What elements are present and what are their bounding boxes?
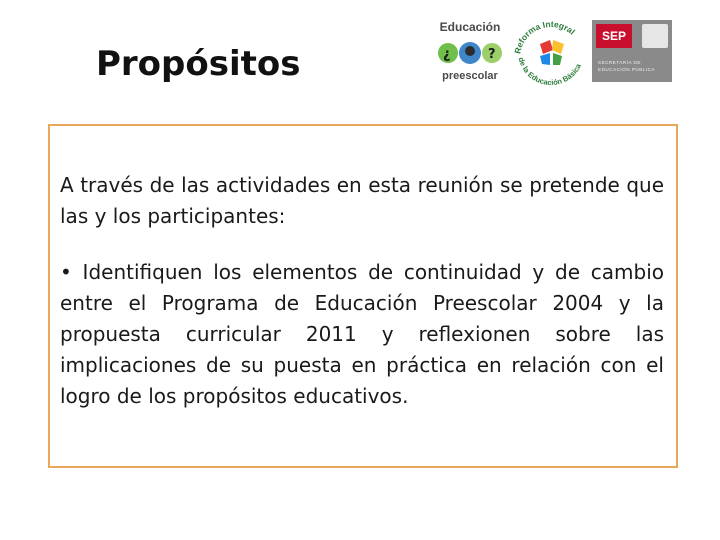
content-box (48, 124, 678, 468)
logo-arc-text-2: de la Educación Básica (516, 56, 583, 88)
logo-bubble-right: ? (488, 47, 496, 62)
national-seal-icon (642, 24, 668, 48)
logo-text-educacion: Educación (439, 20, 501, 34)
intro-paragraph: A través de las actividades en esta reunión se pretende que las y los participantes: (60, 173, 664, 228)
reforma-integral-logo (512, 18, 590, 90)
children-icon (436, 35, 504, 71)
sep-abbr: SEP (596, 24, 632, 48)
sep-logo (592, 20, 672, 82)
logo-text-preescolar: preescolar (442, 70, 498, 82)
sep-line-2: EDUCACIÓN PÚBLICA (598, 67, 655, 72)
educacion-preescolar-logo (432, 20, 508, 86)
logo-arc-text: Reforma Integral (512, 18, 578, 55)
logo-bubble-left: ¿ (443, 47, 451, 62)
slide-title: Propósitos (96, 44, 301, 84)
bullet-paragraph: • Identifiquen los elementos de continuidad y de cambio entre el Programa de Educación Preescolar 2004 y la propuesta curricular 2011 y reflexionen sobre las implicaciones de su puesta en práctica en relación con el logro de los propósitos educativos. (60, 260, 664, 408)
sep-line-1: SECRETARÍA DE (598, 60, 641, 65)
